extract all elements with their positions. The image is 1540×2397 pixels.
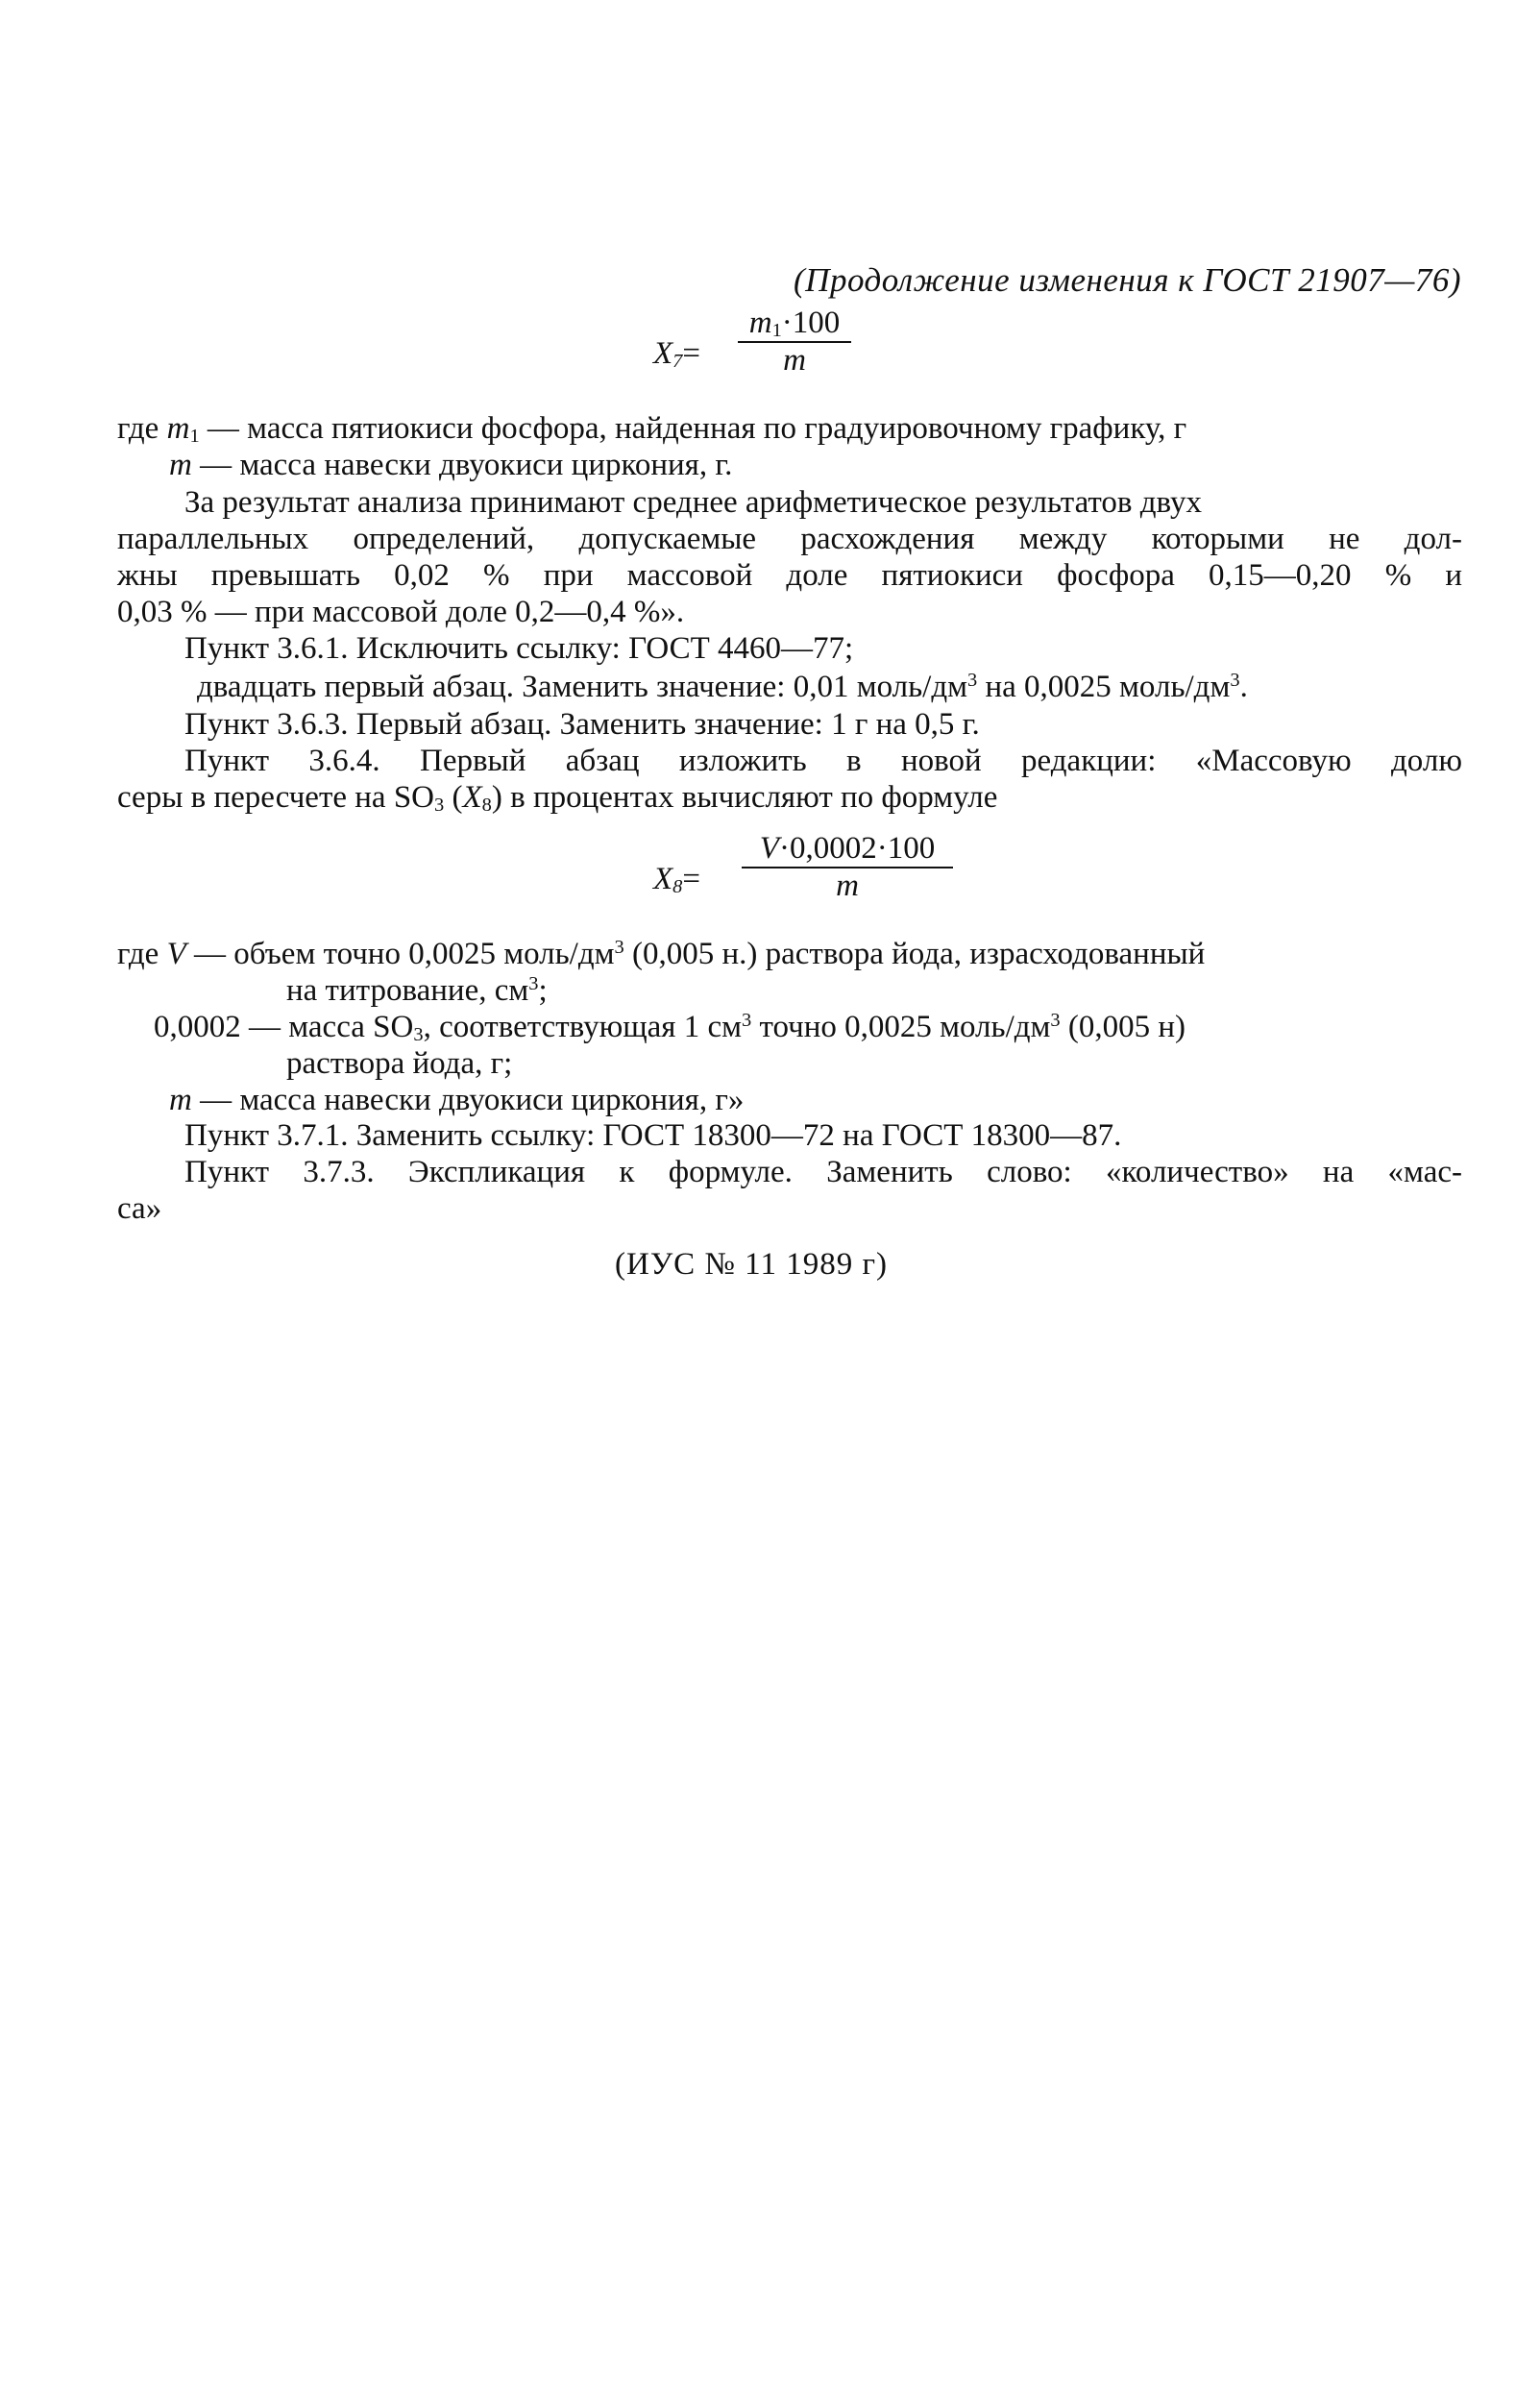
where2-line1: где V — объем точно 0,0025 моль/$дм^3$ (0,005 н.) раствора йода, израсходованный bbox=[117, 936, 1206, 971]
where2-line2-cont: раствора йода, г; bbox=[286, 1046, 513, 1081]
formula-x7-lhs: $X_7=$ bbox=[653, 336, 701, 373]
para-result-line1: За результат анализа принимают среднее арифметическое результатов двух bbox=[184, 485, 1202, 520]
where2-line1-cont: на титрование, $см^3$; bbox=[286, 972, 548, 1008]
item-3-6-4-line1: Пункт 3.6.4. Первый абзац изложить в новой редакции: «Массовую долю bbox=[184, 744, 1462, 778]
item-3-6-4-line2: серы в пересчете на $SO_3$ $(X_8)$ в процентах вычисляют по формуле bbox=[117, 780, 998, 817]
para-result-line2: параллельных определений, допускаемые расхождения между которыми не дол- bbox=[117, 522, 1462, 556]
item-3-7-3-line2: са» bbox=[117, 1191, 162, 1226]
where2-line3: m — масса навески двуокиси циркония, г» bbox=[169, 1083, 745, 1117]
item-3-6-1-b: двадцать первый абзац. Заменить значение: 0,01 моль/$дм^3$ на 0,0025 моль/$дм^3$. bbox=[197, 669, 1248, 704]
formula-x7-numerator: $m_1\cdot 100$ bbox=[748, 306, 841, 342]
where2-line2: 0,0002 — масса $SO_3$, соответствующая 1 $см^3$ точно 0,0025 моль/$дм^3$ (0,005 н) bbox=[154, 1009, 1186, 1046]
formula-x7 bbox=[653, 306, 865, 392]
where1-line1: где $m_1$ — масса пятиокиси фосфора, найденная по градуировочному графику, г bbox=[117, 411, 1187, 448]
item-3-6-1: Пункт 3.6.1. Исключить ссылку: ГОСТ 4460—77; bbox=[184, 631, 854, 666]
formula-x8-denominator: m bbox=[836, 868, 859, 903]
formula-x8 bbox=[653, 831, 970, 917]
formula-x8-fraction bbox=[742, 831, 953, 904]
para-result-line3: жны превышать 0,02 % при массовой доле пятиокиси фосфора 0,15—0,20 % и bbox=[117, 558, 1462, 593]
item-3-7-1: Пункт 3.7.1. Заменить ссылку: ГОСТ 18300—72 на ГОСТ 18300—87. bbox=[184, 1118, 1122, 1153]
formula-x7-denominator: m bbox=[783, 343, 806, 378]
item-3-7-3-line1: Пункт 3.7.3. Экспликация к формуле. Заменить слово: «количество» на «мас- bbox=[184, 1155, 1462, 1189]
formula-x8-lhs: $X_8=$ bbox=[653, 862, 701, 898]
formula-x8-numerator: V·0,0002·100 bbox=[759, 831, 936, 866]
where1-line2: m — масса навески двуокиси циркония, г. bbox=[169, 448, 733, 482]
formula-x7-fraction bbox=[738, 306, 851, 379]
page-header: (Продолжение изменения к ГОСТ 21907—76) bbox=[794, 261, 1461, 299]
page-footer: (ИУС № 11 1989 г) bbox=[615, 1247, 888, 1282]
item-3-6-3: Пункт 3.6.3. Первый абзац. Заменить значение: 1 г на 0,5 г. bbox=[184, 707, 980, 742]
para-result-line4: 0,03 % — при массовой доле 0,2—0,4 %». bbox=[117, 595, 685, 629]
